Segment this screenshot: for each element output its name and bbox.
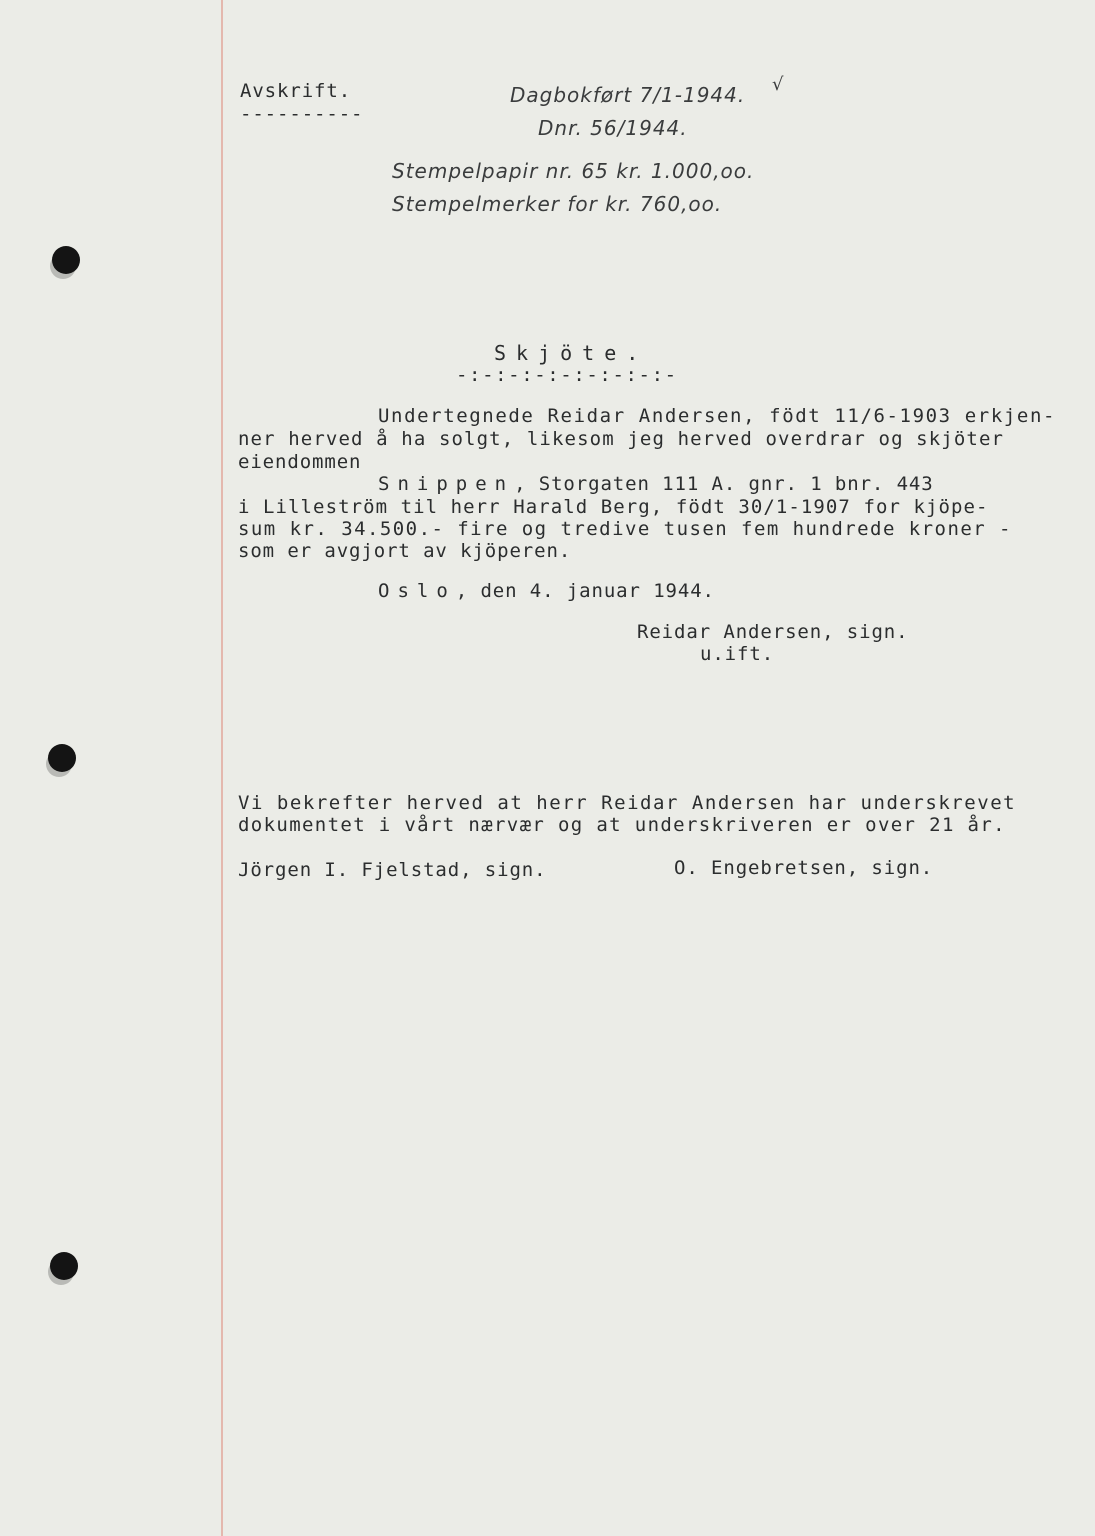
place: Oslo xyxy=(378,580,456,602)
body-line-4 xyxy=(378,473,934,495)
journal-entry: Dagbokført 7/1-1944. xyxy=(510,83,746,107)
body-line-1: Undertegnede Reidar Andersen, födt 11/6-1903 erkjen- xyxy=(378,405,1057,427)
punch-hole-top xyxy=(52,246,80,274)
body-line-5: i Lilleström til herr Harald Berg, födt 30/1-1907 for kjöpe- xyxy=(238,496,989,518)
stamp-paper-note: Stempelpapir nr. 65 kr. 1.000,oo. xyxy=(392,159,755,183)
place-date xyxy=(378,580,715,602)
attestation-line-2: dokumentet i vårt nærvær og at underskriveren er over 21 år. xyxy=(238,814,1006,836)
witness-1-signature: Jörgen I. Fjelstad, sign. xyxy=(238,859,547,881)
witness-2-signature: O. Engebretsen, sign. xyxy=(674,857,934,879)
stamp-marks-note: Stempelmerker for kr. 760,oo. xyxy=(392,192,723,216)
body-line-7: som er avgjort av kjöperen. xyxy=(238,540,572,562)
punch-hole-bottom xyxy=(50,1252,78,1280)
seller-signature: Reidar Andersen, sign. xyxy=(637,621,909,643)
property-name: Snippen xyxy=(378,473,515,495)
copy-label-underline: ---------- xyxy=(240,103,364,125)
attestation-line-1: Vi bekrefter herved at herr Reidar Andersen har underskrevet xyxy=(238,792,1017,814)
body-line-6: sum kr. 34.500.- fire og tredive tusen fem hundrede kroner - xyxy=(238,518,1012,540)
copy-label: Avskrift. xyxy=(240,80,352,102)
punch-hole-middle xyxy=(48,744,76,772)
title-underline: -:-:-:-:-:-:-:-:- xyxy=(456,364,678,386)
margin-line xyxy=(221,0,223,1536)
document-number: Dnr. 56/1944. xyxy=(538,116,688,140)
check-mark-icon: √ xyxy=(772,74,785,95)
signature-note: u.ift. xyxy=(700,643,775,665)
body-line-2: ner herved å ha solgt, likesom jeg herved overdrar og skjöter xyxy=(238,428,1005,450)
property-address: , Storgaten 111 A. gnr. 1 bnr. 443 xyxy=(514,473,934,495)
date: , den 4. januar 1944. xyxy=(455,580,715,602)
body-line-3: eiendommen xyxy=(238,451,362,473)
document-title: Skjöte. xyxy=(494,341,649,365)
